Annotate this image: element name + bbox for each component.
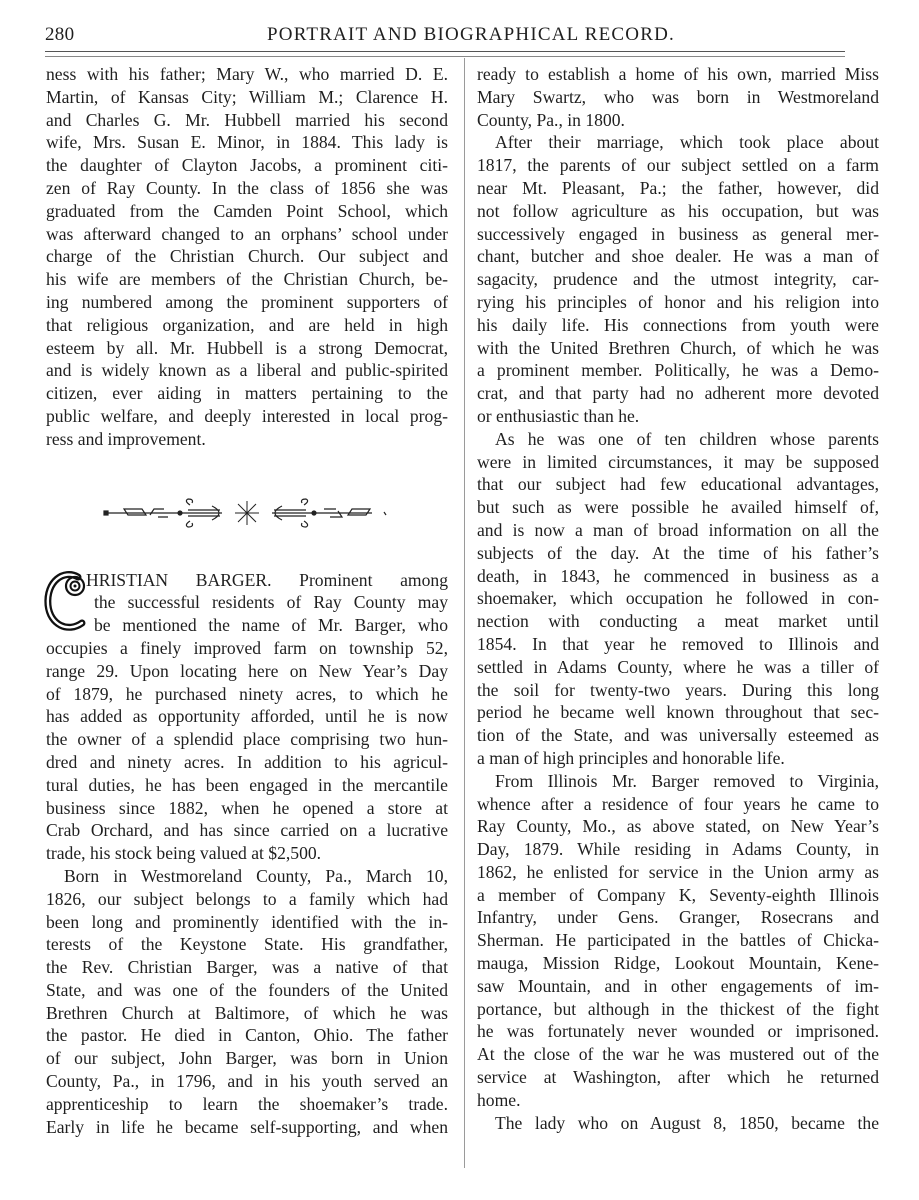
text-line: that our subject had few educational advantages, [477, 474, 879, 495]
ornament-spacer [46, 529, 448, 569]
text-line: At the close of the war he was mustered out of the [477, 1044, 879, 1065]
text-line: subjects of the day. At the time of his father’s [477, 542, 879, 563]
text-line: dred and ninety acres. In addition to his agricul- [46, 751, 448, 772]
text-line: not follow agriculture as his occupation, but was [477, 200, 879, 221]
text-line: Early in life he became self-supporting, and when [46, 1116, 448, 1137]
text-line: and Charles G. Mr. Hubbell married his second [46, 109, 448, 130]
text-line: trade, his stock being valued at $2,500. [46, 843, 322, 864]
text-line: and is now a man of broad information on all the [477, 519, 879, 540]
left-column [42, 63, 448, 1138]
text-line: County, Pa., in 1796, and in his youth served an [46, 1071, 448, 1092]
text-line: tion of the State, and was universally esteemed as [477, 725, 879, 746]
text-line: As he was one of ten children whose parents [495, 428, 879, 449]
text-line: has added as opportunity afforded, until he is now [46, 706, 448, 727]
text-line: crat, and that party had no adherent more devoted [477, 383, 879, 404]
text-line: the owner of a splendid place comprising two hun- [46, 729, 448, 750]
text-line: Ray County, Mo., as above stated, on New Year’s [477, 816, 879, 837]
text-line: or enthusiastic than he. [477, 405, 640, 426]
text-line: but such as were possible he availed himself of, [477, 497, 879, 518]
text-line: 1817, the parents of our subject settled on a farm [477, 155, 879, 176]
text-line: After their marriage, which took place about [495, 132, 879, 153]
paragraph-5 [477, 1112, 879, 1135]
text-line: Brethren Church at Baltimore, of which he was [46, 1002, 448, 1023]
intro-paragraph [46, 63, 448, 451]
text-line: portance, but although in the thickest of the fight [477, 998, 879, 1019]
text-line: be mentioned the name of Mr. Barger, who [94, 615, 448, 636]
text-line: shoemaker, which occupation he followed in con- [477, 588, 879, 609]
page-header [45, 24, 845, 46]
text-line: ness with his father; Mary W., who married D. E. [46, 64, 448, 84]
text-line: County, Pa., in 1800. [477, 109, 625, 130]
text-line: Born in Westmoreland County, Pa., March 10, [64, 865, 448, 886]
text-line: the successful residents of Ray County may [94, 592, 448, 613]
text-line: was afterward changed to an orphans’ school under [46, 223, 448, 244]
text-line: ing numbered among the prominent supporters of [46, 291, 448, 312]
biography-paragraph-1 [46, 637, 448, 865]
text-line: a member of Company K, Seventy-eighth Illinois [477, 884, 879, 905]
text-line: rying his principles of honor and his religion into [477, 291, 879, 312]
text-line: home. [477, 1089, 521, 1110]
text-line: death, in 1843, he commenced in business as a [477, 565, 879, 586]
text-line: successively engaged in business as general mer- [477, 223, 879, 244]
text-line: Infantry, under Gens. Granger, Rosecrans and [477, 907, 879, 928]
text-line: ready to establish a home of his own, married Miss [477, 64, 879, 84]
text-line: near Mt. Pleasant, Pa.; the father, however, did [477, 177, 879, 198]
text-line: State, and was one of the founders of the United [46, 979, 448, 1000]
text-line: apprenticeship to learn the shoemaker’s trade. [46, 1093, 448, 1114]
text-line: of our subject, John Barger, was born in Union [46, 1048, 448, 1069]
text-line: saw Mountain, and in other engagements of im- [477, 975, 879, 996]
text-line: period he became well known throughout that sec- [477, 702, 879, 723]
text-line: chant, butcher and shoe dealer. He was a man of [477, 246, 879, 267]
text-line: that religious organization, and are held in high [46, 314, 448, 335]
text-line: nection with conducting a meat market until [477, 611, 879, 632]
text-line: 1826, our subject belongs to a family which had [46, 888, 448, 909]
text-line: whence after a residence of four years he came to [477, 793, 879, 814]
text-line: 1862, he enlisted for service in the Union army as [477, 861, 879, 882]
text-line: his wife are members of the Christian Church, be- [46, 269, 448, 290]
paragraph-1 [477, 63, 879, 131]
text-line: esteem by all. Mr. Hubbell is a strong Democrat, [46, 337, 448, 358]
biography-heading-block [42, 566, 448, 637]
text-line: graduated from the Camden Point School, which [46, 200, 448, 221]
text-line: of 1879, he purchased ninety acres, to which he [46, 683, 448, 704]
text-line: wife, Mrs. Susan E. Minor, in 1884. This lady is [46, 132, 448, 153]
text-line: Sherman. He participated in the battles of Chicka- [477, 930, 879, 951]
text-line: a prominent member. Politically, he was a Demo- [477, 360, 879, 381]
text-line: From Illinois Mr. Barger removed to Virginia, [495, 770, 879, 791]
text-line: the Rev. Christian Barger, was a native of that [46, 957, 448, 978]
text-line: a man of high principles and honorable life. [477, 747, 785, 768]
text-line: Martin, of Kansas City; William M.; Clarence H. [46, 86, 448, 107]
section-divider-ornament [102, 497, 392, 529]
text-line: settled in Adams County, where he was a tiller of [477, 656, 879, 677]
page-number: 280 [45, 24, 75, 45]
text-line: Crab Orchard, and has since carried on a lucrative [46, 820, 448, 841]
text-line: ress and improvement. [46, 428, 206, 449]
text-line: Day, 1879. While residing in Adams County, in [477, 839, 879, 860]
text-line: business since 1882, when he opened a store at [46, 797, 448, 818]
text-line: his daily life. His connections from youth were [477, 314, 879, 335]
text-line: occupies a finely improved farm on township 52, [46, 637, 448, 658]
text-line: 1854. In that year he removed to Illinois and [477, 633, 879, 654]
text-line: and is widely known as a liberal and public-spirited [46, 360, 448, 381]
text-line: range 29. Upon locating here on New Year’s Day [46, 660, 448, 681]
text-line: The lady who on August 8, 1850, became the [495, 1112, 879, 1133]
text-line: public welfare, and deeply interested in local prog- [46, 405, 448, 426]
dropcap-letter: C [42, 566, 43, 568]
text-line: Mary Swartz, who was born in Westmoreland [477, 86, 879, 107]
text-line: sagacity, prudence and the utmost integrity, car- [477, 269, 879, 290]
paragraph-2 [477, 131, 879, 427]
text-line: service at Washington, after which he returned [477, 1067, 879, 1088]
right-column [477, 63, 879, 1134]
text-line: he was fortunately never wounded or imprisoned. [477, 1021, 879, 1042]
text-line: the daughter of Clayton Jacobs, a prominent citi- [46, 155, 448, 176]
dropcap-c-ornament [42, 567, 90, 635]
column-divider [464, 58, 465, 1168]
text-line: were in limited circumstances, it may be supposed [477, 451, 879, 472]
paragraph-3 [477, 428, 879, 770]
text-line: the soil for twenty-two years. During this long [477, 679, 879, 700]
text-line: citizen, ever aiding in matters pertaining to the [46, 383, 448, 404]
text-line: the pastor. He died in Canton, Ohio. The father [46, 1025, 448, 1046]
text-line: mauga, Mission Ridge, Lookout Mountain, Kene- [477, 953, 879, 974]
text-line: been long and prominently identified with the in- [46, 911, 448, 932]
text-line: HRISTIAN BARGER. Prominent among [86, 569, 448, 590]
running-title: PORTRAIT AND BIOGRAPHICAL RECORD. [267, 24, 675, 45]
biography-paragraph-2 [46, 865, 448, 1139]
paragraph-4 [477, 770, 879, 1112]
header-rule [45, 51, 845, 57]
text-line: zen of Ray County. In the class of 1856 she was [46, 177, 448, 198]
text-line: tural duties, he has been engaged in the mercantile [46, 774, 448, 795]
text-line: terests of the Keystone State. His grandfather, [46, 934, 448, 955]
text-line: with the United Brethren Church, of which he was [477, 337, 879, 358]
text-line: charge of the Christian Church. Our subject and [46, 246, 448, 267]
